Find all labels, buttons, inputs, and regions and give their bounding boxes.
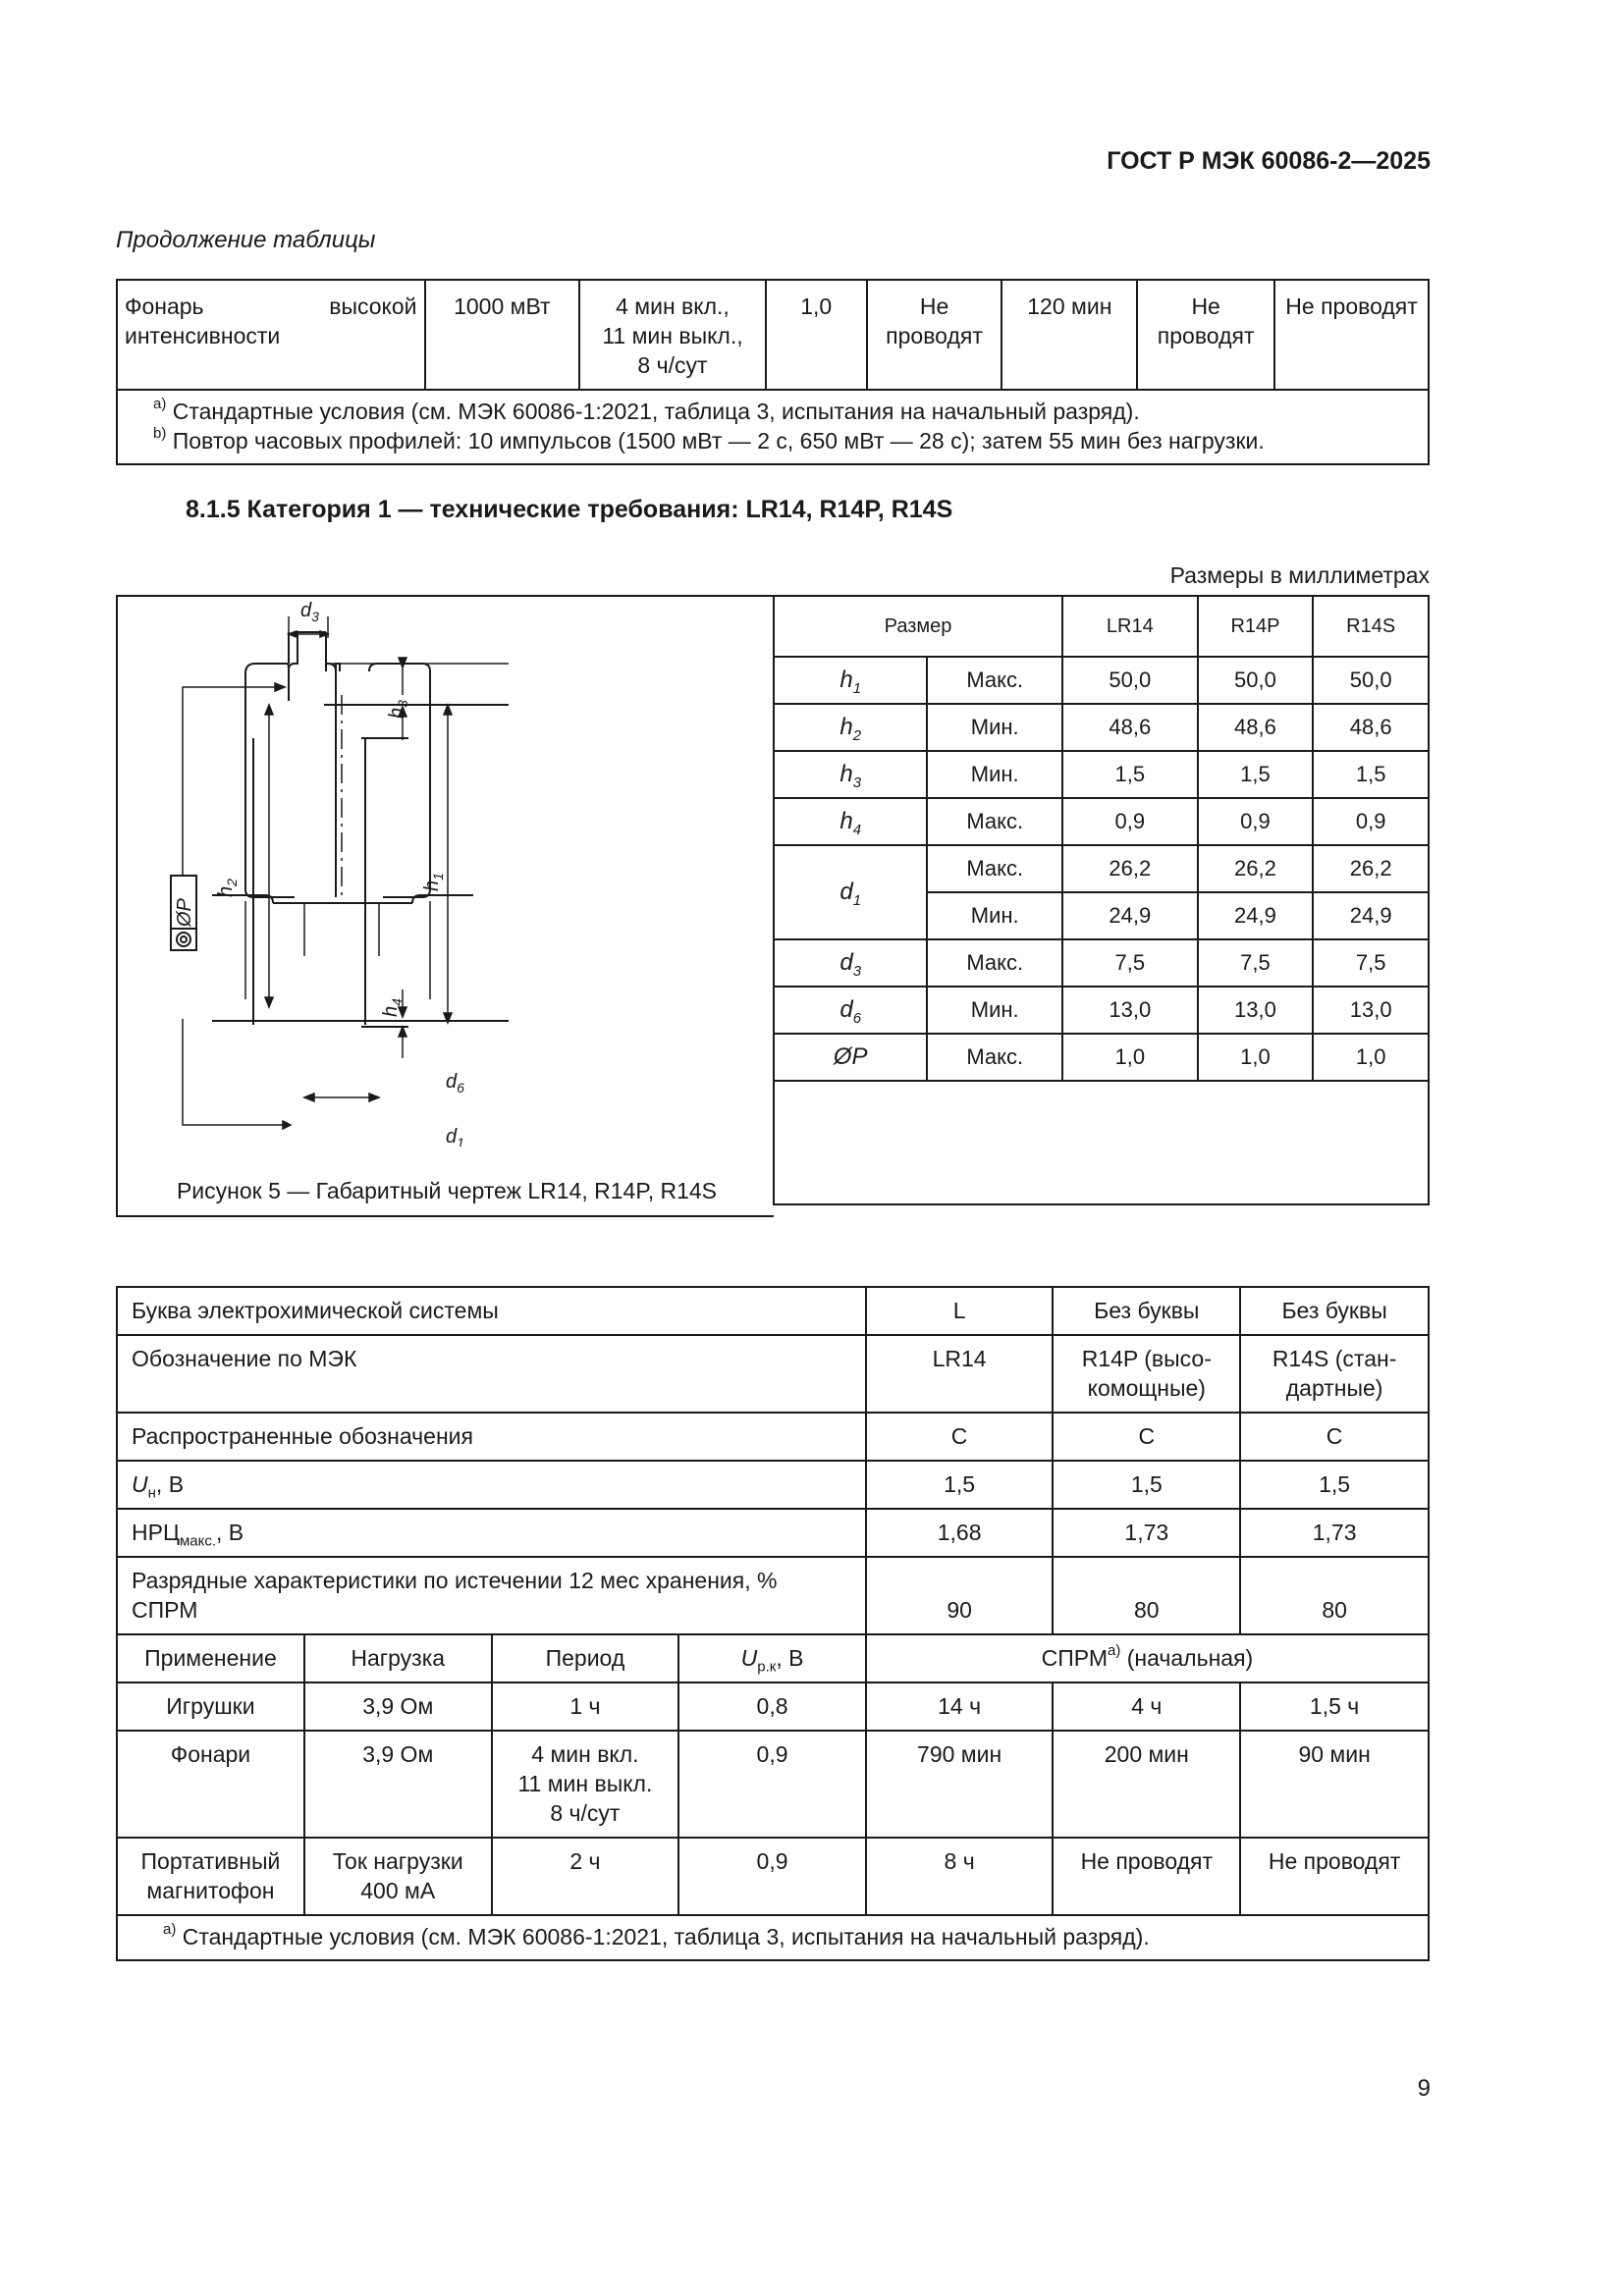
dimensions-table [773, 595, 1430, 1205]
load-cell: 3,9 Ом [304, 1682, 492, 1731]
value-cell: 24,9 [1198, 892, 1314, 939]
application-cell: Фонари [117, 1731, 304, 1838]
value-cell: 80 [1240, 1557, 1429, 1634]
value-cell: 14 ч [866, 1682, 1054, 1731]
footnote-text: Стандартные условия (см. МЭК 60086-1:2021, таблица 3, испытания на начальный разряд). [182, 1924, 1150, 1949]
table-row [117, 1413, 1429, 1461]
value-cell: 48,6 [1313, 704, 1429, 751]
value-cell: 48,6 [1062, 704, 1198, 751]
limit-cell: Макс. [927, 1034, 1062, 1081]
header-sprm: СПРМ$^{a)}$ (начальная) [866, 1634, 1429, 1682]
cell-line: 8 ч/сут [550, 1800, 621, 1826]
value-cell: Без буквы [1053, 1287, 1240, 1335]
period-cell [492, 1731, 679, 1838]
limit-cell: Мин. [927, 987, 1062, 1034]
value-cell: 24,9 [1313, 892, 1429, 939]
continued-table [116, 279, 1430, 465]
value-cell: 13,0 [1313, 987, 1429, 1034]
cell-line: СПРМ [132, 1597, 198, 1623]
table-notes-row [117, 390, 1429, 464]
value-cell: L [866, 1287, 1054, 1335]
row-label [117, 1557, 866, 1634]
label-h3: $h_3$ [386, 700, 410, 719]
limit-cell: Макс. [927, 798, 1062, 845]
table-row [117, 1335, 1429, 1413]
label-h1: $h_1$ [421, 873, 446, 891]
value-cell: C [1053, 1413, 1240, 1461]
table-header-row [774, 596, 1429, 657]
value-cell: 90 [866, 1557, 1054, 1634]
table-row [774, 845, 1429, 892]
voltage-cell: 0,9 [678, 1731, 866, 1838]
period-cell: 1 ч [492, 1682, 679, 1731]
header-r14s: R14S [1313, 596, 1429, 657]
table-cell: Фонарь высокой интенсивности [117, 280, 425, 390]
footnote-a [153, 397, 1418, 426]
value-cell: 0,9 [1062, 798, 1198, 845]
header-end-voltage: $U_{р.к}$, В [678, 1634, 866, 1682]
dimension-symbol: $h_2$ [774, 704, 927, 751]
footnote-text: Стандартные условия (см. МЭК 60086-1:2021, таблица 3, испытания на начальный разряд). [172, 399, 1140, 424]
value-cell [1053, 1335, 1240, 1413]
cell-line: 11 мин выкл., [602, 323, 743, 348]
label-h2: $h_2$ [215, 879, 240, 897]
voltage-cell: 0,8 [678, 1682, 866, 1731]
page-number: 9 [1417, 2075, 1431, 2102]
table-cell: 1000 мВт [425, 280, 580, 390]
table-cell: Не проводят [1274, 280, 1429, 390]
value-cell: 50,0 [1198, 657, 1314, 704]
value-cell: 4 ч [1053, 1682, 1240, 1731]
value-cell: 790 мин [866, 1731, 1054, 1838]
load-cell: 3,9 Ом [304, 1731, 492, 1838]
table-filler [774, 1081, 1429, 1204]
table-row [774, 798, 1429, 845]
load-cell [304, 1838, 492, 1915]
application-cell [117, 1838, 304, 1915]
value-cell: 13,0 [1062, 987, 1198, 1034]
value-cell [1240, 1335, 1429, 1413]
table-row [774, 751, 1429, 798]
value-cell: 1,68 [866, 1509, 1054, 1557]
table-row [774, 704, 1429, 751]
value-cell: 1,5 [1053, 1461, 1240, 1509]
label-phi-p: ØP [174, 898, 195, 927]
table-row [117, 1287, 1429, 1335]
value-cell: LR14 [866, 1335, 1054, 1413]
table-filler-row [774, 1081, 1429, 1204]
footnote-b [153, 426, 1418, 455]
cell-line: комощные) [1087, 1375, 1206, 1401]
cell-line: R14P (высо- [1081, 1346, 1212, 1371]
value-cell: 7,5 [1313, 939, 1429, 987]
value-cell: 1,5 ч [1240, 1682, 1429, 1731]
cell-line: Ток нагрузки [332, 1848, 463, 1874]
table-row [117, 1682, 1429, 1731]
value-cell: C [866, 1413, 1054, 1461]
value-cell: 0,9 [1313, 798, 1429, 845]
value-cell: 1,0 [1062, 1034, 1198, 1081]
cell-line: магнитофон [146, 1878, 275, 1903]
continuation-caption: Продолжение таблицы [116, 227, 376, 253]
cell-line: 11 мин выкл. [517, 1771, 653, 1796]
voltage-cell: 0,9 [678, 1838, 866, 1915]
limit-cell: Мин. [927, 751, 1062, 798]
limit-cell: Мин. [927, 892, 1062, 939]
value-cell: 200 мин [1053, 1731, 1240, 1838]
figure-box [116, 595, 774, 1217]
cell-line: 4 мин вкл. [531, 1741, 639, 1767]
table-cell: 1,0 [766, 280, 867, 390]
limit-cell: Мин. [927, 704, 1062, 751]
table-row [117, 280, 1429, 390]
header-application: Применение [117, 1634, 304, 1682]
value-cell: Не проводят [1240, 1838, 1429, 1915]
label-d6: $d_6$ [446, 1071, 464, 1095]
table-cell: Не проводят [867, 280, 1002, 390]
dimensions-caption: Размеры в миллиметрах [1169, 562, 1430, 588]
value-cell: Не проводят [1053, 1838, 1240, 1915]
value-cell: 7,5 [1062, 939, 1198, 987]
battery-drawing [118, 597, 776, 1147]
table-row [117, 1557, 1429, 1634]
value-cell: 1,0 [1313, 1034, 1429, 1081]
value-cell: 7,5 [1198, 939, 1314, 987]
value-cell: 1,0 [1198, 1034, 1314, 1081]
section-title: 8.1.5 Категория 1 — технические требования: LR14, R14P, R14S [186, 496, 953, 523]
cell-line: дартные) [1285, 1375, 1383, 1401]
value-cell: C [1240, 1413, 1429, 1461]
label-h4: $h_4$ [380, 998, 405, 1017]
header-load: Нагрузка [304, 1634, 492, 1682]
dimension-symbol: $h_1$ [774, 657, 927, 704]
table-row [774, 657, 1429, 704]
value-cell: 26,2 [1062, 845, 1198, 892]
footnote-mark: a) [163, 1921, 177, 1939]
table-notes [117, 1915, 1429, 1960]
value-cell: 50,0 [1313, 657, 1429, 704]
table-row [117, 1731, 1429, 1838]
dimension-symbol: $d_1$ [774, 845, 927, 939]
table-header-row [117, 1634, 1429, 1682]
application-cell: Игрушки [117, 1682, 304, 1731]
cell-line: 400 мА [360, 1878, 436, 1903]
value-cell: 1,73 [1053, 1509, 1240, 1557]
row-label: $U_н$, В [117, 1461, 866, 1509]
limit-cell: Макс. [927, 657, 1062, 704]
table-row [117, 1509, 1429, 1557]
table-row [774, 987, 1429, 1034]
value-cell: 80 [1053, 1557, 1240, 1634]
dimension-symbol: $d_6$ [774, 987, 927, 1034]
cell-line: Портативный [140, 1848, 281, 1874]
value-cell: 13,0 [1198, 987, 1314, 1034]
header-lr14: LR14 [1062, 596, 1198, 657]
table-cell: Не проводят [1137, 280, 1274, 390]
value-cell: 1,5 [1240, 1461, 1429, 1509]
row-label: Обозначение по МЭК [117, 1335, 866, 1413]
value-cell: 1,5 [866, 1461, 1054, 1509]
cell-line: R14S (стан- [1272, 1346, 1397, 1371]
document-header: ГОСТ Р МЭК 60086-2—2025 [1107, 147, 1431, 175]
table-row [774, 1034, 1429, 1081]
characteristics-table [116, 1286, 1430, 1961]
dimension-symbol: $h_3$ [774, 751, 927, 798]
label-d3: $d_3$ [300, 600, 319, 624]
cell-line: 4 мин вкл., [616, 294, 730, 319]
table-notes [117, 390, 1429, 464]
limit-cell: Макс. [927, 939, 1062, 987]
header-size: Размер [774, 596, 1062, 657]
value-cell: 26,2 [1198, 845, 1314, 892]
footnote-mark: a) [153, 396, 167, 413]
table-notes-row [117, 1915, 1429, 1960]
value-cell: 1,5 [1062, 751, 1198, 798]
dimension-symbol: $h_4$ [774, 798, 927, 845]
value-cell: 48,6 [1198, 704, 1314, 751]
row-label: $НРЦ_{макс.}$, В [117, 1509, 866, 1557]
table-row [117, 1838, 1429, 1915]
footnote-mark: b) [153, 425, 167, 443]
value-cell: 24,9 [1062, 892, 1198, 939]
table-row [774, 939, 1429, 987]
dimension-symbol: $d_3$ [774, 939, 927, 987]
value-cell: 50,0 [1062, 657, 1198, 704]
table-cell: 120 мин [1001, 280, 1137, 390]
cell-line: 8 ч/сут [637, 352, 708, 378]
value-cell: 26,2 [1313, 845, 1429, 892]
value-cell: 90 мин [1240, 1731, 1429, 1838]
row-label: Распространенные обозначения [117, 1413, 866, 1461]
limit-cell: Макс. [927, 845, 1062, 892]
figure-caption: Рисунок 5 — Габаритный чертеж LR14, R14P, R14S [176, 1178, 718, 1203]
header-r14p: R14P [1198, 596, 1314, 657]
value-cell: 1,5 [1313, 751, 1429, 798]
value-cell: 1,5 [1198, 751, 1314, 798]
period-cell: 2 ч [492, 1838, 679, 1915]
value-cell: 0,9 [1198, 798, 1314, 845]
label-d1: $d_1$ [446, 1126, 464, 1147]
value-cell: 8 ч [866, 1838, 1054, 1915]
dimension-symbol: ØP [774, 1034, 927, 1081]
cell-line: Разрядные характеристики по истечении 12 мес хранения, % [132, 1568, 778, 1593]
value-cell: Без буквы [1240, 1287, 1429, 1335]
table-cell [579, 280, 766, 390]
header-period: Период [492, 1634, 679, 1682]
table-row [117, 1461, 1429, 1509]
footnote-text: Повтор часовых профилей: 10 импульсов (1500 мВт — 2 с, 650 мВт — 28 с); затем 55 мин без нагрузки. [172, 428, 1265, 454]
value-cell: 1,73 [1240, 1509, 1429, 1557]
row-label: Буква электрохимической системы [117, 1287, 866, 1335]
